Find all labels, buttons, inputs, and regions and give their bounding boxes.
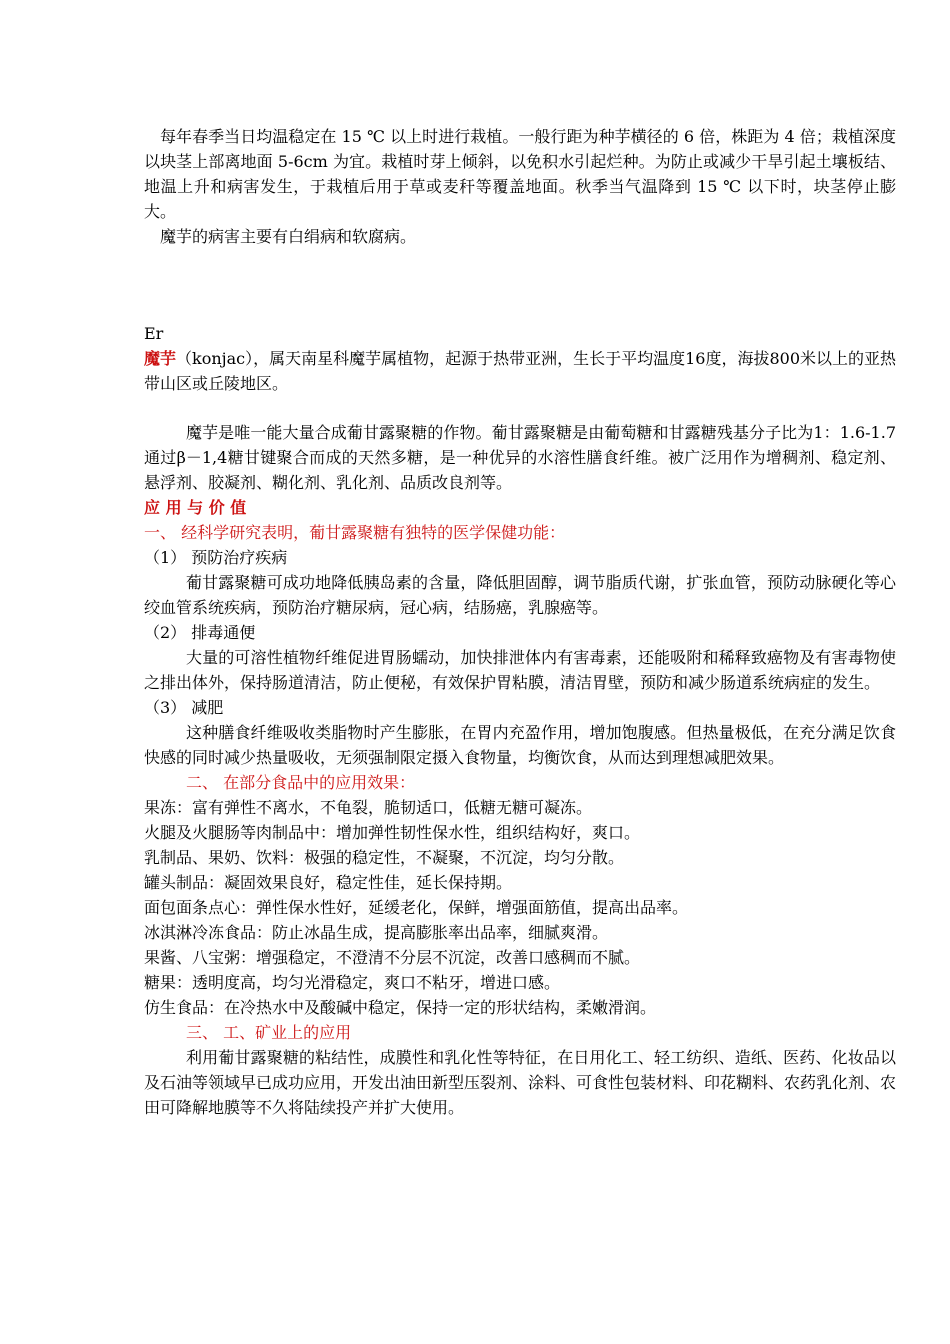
section1-item-label: （3） 减肥 — [144, 698, 224, 717]
food-application-line: 冰淇淋冷冻食品：防止冰晶生成，提高膨胀率出品率，细腻爽滑。 — [144, 923, 609, 942]
section-title: 应 用 与 价 值 — [144, 498, 247, 517]
disease-paragraph: 魔芋的病害主要有白绢病和软腐病。 — [160, 227, 417, 246]
food-application-line: 乳制品、果奶、饮料：极强的稳定性，不凝聚，不沉淀，均匀分散。 — [144, 848, 625, 867]
section1-item-label: （1） 预防治疗疾病 — [144, 548, 288, 567]
section3-title: 三、 工、矿业上的应用 — [186, 1023, 352, 1042]
section1-item-label: （2） 排毒通便 — [144, 623, 256, 642]
food-application-line: 果酱、八宝粥：增强稳定，不澄清不分层不沉淀，改善口感稠而不腻。 — [144, 948, 641, 967]
spacer — [144, 396, 896, 420]
glucomannan-paragraph: 魔芋是唯一能大量合成葡甘露聚糖的作物。葡甘露聚糖是由葡萄糖和甘露糖残基分子比为1：1.6-1.7通过β－1,4糖甘键聚合而成的天然多糖，是一种优异的水溶性膳食纤维。被广泛用作为增稠剂、稳定剂、悬浮剂、胶凝剂、糊化剂、乳化剂、品质改良剂等。 — [144, 423, 896, 492]
section2-title: 二、 在部分食品中的应用效果： — [186, 773, 416, 792]
konjac-description: （konjac），属天南星科魔芋属植物，起源于热带亚洲，生长于平均温度16度，海拔800米以上的亚热带山区或丘陵地区。 — [144, 349, 897, 393]
konjac-paragraph — [144, 346, 896, 396]
food-application-line: 面包面条点心：弹性保水性好，延缓老化，保鲜，增强面筋值，提高出品率。 — [144, 898, 689, 917]
section1-item-text: 这种膳食纤维吸收类脂物时产生膨胀，在胃内充盈作用，增加饱腹感。但热量极低，在充分满足饮食快感的同时减少热量吸收，无须强制限定摄入食物量，均衡饮食，从而达到理想减肥效果。 — [144, 723, 896, 767]
food-application-line: 仿生食品：在冷热水中及酸碱中稳定，保持一定的形状结构，柔嫩滑润。 — [144, 998, 657, 1017]
planting-paragraph: 每年春季当日均温稳定在 15 ℃ 以上时进行栽植。一般行距为种芋横径的 6 倍，株距为 4 倍；栽植深度以块茎上部离地面 5-6cm 为宜。栽植时芽上倾斜，以免积水引起烂种。为防止或减少干旱引起土壤板结、地温上升和病害发生，于栽植后用于草或麦秆等覆盖地面。秋季当气温降到 15 ℃ 以下时，块茎停止膨大。 — [144, 127, 896, 221]
section1-item-text: 大量的可溶性植物纤维促进胃肠蠕动，加快排泄体内有害毒素，还能吸附和稀释致癌物及有害毒物使之排出体外，保持肠道清洁，防止便秘，有效保护胃粘膜，清洁胃壁，预防和减少肠道系统病症的发生。 — [144, 648, 896, 692]
section1-item-text: 葡甘露聚糖可成功地降低胰岛素的含量，降低胆固醇，调节脂质代谢，扩张血管，预防动脉硬化等心绞血管系统疾病，预防治疗糖尿病，冠心病，结肠癌，乳腺癌等。 — [144, 573, 896, 617]
section3-text: 利用葡甘露聚糖的粘结性，成膜性和乳化性等特征，在日用化工、轻工纺织、造纸、医药、化妆品以及石油等领域早已成功应用，开发出油田新型压裂剂、涂料、可食性包装材料、印花糊料、农药乳化剂、农田可降解地膜等不久将陆续投产并扩大使用。 — [144, 1048, 897, 1117]
document-page — [144, 124, 896, 1120]
food-application-line: 果冻：富有弹性不离水，不龟裂，脆韧适口，低糖无糖可凝冻。 — [144, 798, 593, 817]
food-application-line: 糖果：透明度高，均匀光滑稳定，爽口不粘牙，增进口感。 — [144, 973, 561, 992]
spacer — [144, 249, 896, 321]
konjac-term: 魔芋 — [144, 349, 177, 368]
food-application-line: 火腿及火腿肠等肉制品中：增加弹性韧性保水性，组织结构好，爽口。 — [144, 823, 641, 842]
section1-title: 一、 经科学研究表明，葡甘露聚糖有独特的医学保健功能： — [144, 523, 566, 542]
food-application-line: 罐头制品：凝固效果良好，稳定性佳，延长保持期。 — [144, 873, 513, 892]
er-label: Er — [144, 324, 164, 343]
